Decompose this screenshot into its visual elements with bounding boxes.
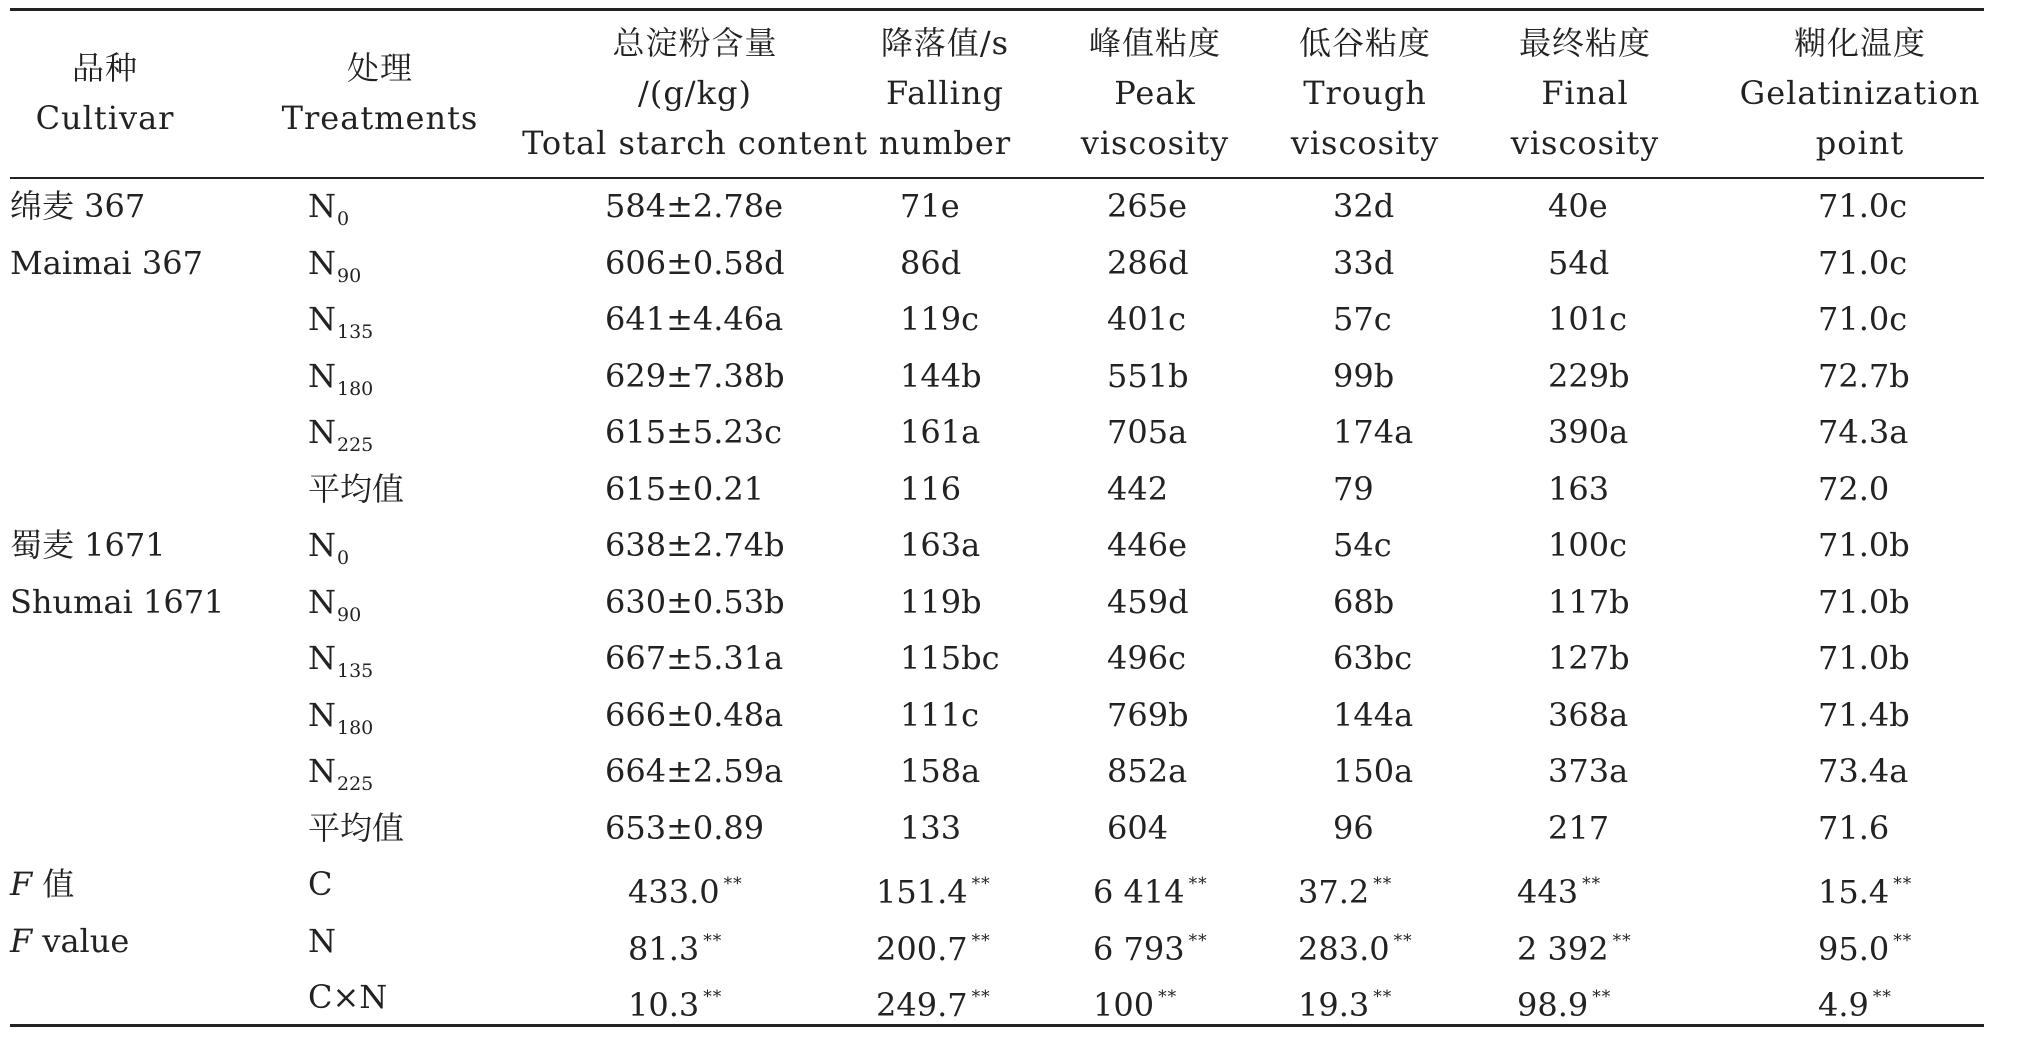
f-label-text: value xyxy=(32,921,130,960)
treatment-label: N xyxy=(308,243,336,282)
f-value-cell xyxy=(1517,856,1601,912)
f-value: 100 xyxy=(1093,986,1155,1024)
f-value: 4.9 xyxy=(1818,986,1869,1024)
value-cell: 666±0.48a xyxy=(605,695,784,734)
value-cell: 73.4a xyxy=(1818,752,1909,790)
header-falling-number: 降落值/s Falling number xyxy=(878,24,1012,162)
table-row xyxy=(0,687,2024,743)
treatment-subscript: 225 xyxy=(337,773,374,795)
f-label-italic: F xyxy=(10,865,33,903)
value-cell: 133 xyxy=(900,808,962,847)
treatment-label: N xyxy=(308,639,336,677)
factor-label: N xyxy=(308,921,336,960)
value-cell: 641±4.46a xyxy=(605,300,784,338)
f-value: 19.3 xyxy=(1298,986,1370,1024)
value-cell: 769b xyxy=(1107,695,1189,734)
value-cell: 33d xyxy=(1333,243,1395,282)
value-cell: 638±2.74b xyxy=(605,526,785,564)
table-row xyxy=(0,178,2024,234)
treatment-subscript: 0 xyxy=(337,208,350,230)
f-label-italic: F xyxy=(10,921,33,960)
f-value: 151.4 xyxy=(876,873,968,911)
f-value: 37.2 xyxy=(1298,873,1370,911)
significance-mark: ** xyxy=(1373,987,1393,1007)
f-value-cell xyxy=(628,969,722,1025)
f-value: 6 793 xyxy=(1093,929,1185,968)
value-cell: 40e xyxy=(1548,187,1608,225)
table-row xyxy=(0,630,2024,686)
value-cell: 174a xyxy=(1333,413,1414,451)
table-row xyxy=(0,800,2024,856)
value-cell: 852a xyxy=(1107,752,1188,790)
f-value: 2 392 xyxy=(1517,929,1609,968)
significance-mark: ** xyxy=(971,930,991,951)
f-value-cell xyxy=(1818,913,1912,969)
table-row xyxy=(0,235,2024,291)
treatment-label: N xyxy=(308,752,336,790)
value-cell: 390a xyxy=(1548,413,1629,451)
value-cell: 86d xyxy=(900,243,962,282)
header-final-viscosity: 最终粘度 Final viscosity xyxy=(1510,24,1660,162)
factor-label: C xyxy=(308,865,333,903)
treatment-cell xyxy=(308,687,373,743)
treatment-cell xyxy=(308,574,361,630)
significance-mark: ** xyxy=(703,987,723,1007)
f-value: 10.3 xyxy=(628,986,700,1024)
value-cell: 54c xyxy=(1333,526,1392,564)
value-cell: 705a xyxy=(1107,413,1188,451)
treatment-cell xyxy=(308,743,373,799)
header-treatments: 处理 Treatments xyxy=(281,49,479,137)
treatment-label: N xyxy=(308,300,336,338)
treatment-subscript: 135 xyxy=(337,660,374,682)
value-cell: 158a xyxy=(900,752,981,790)
table-row xyxy=(0,517,2024,573)
value-cell: 71.0c xyxy=(1818,243,1908,282)
f-value-cell xyxy=(1517,913,1632,969)
value-cell: 54d xyxy=(1548,243,1610,282)
value-cell: 229b xyxy=(1548,356,1630,395)
value-cell: 604 xyxy=(1107,808,1169,847)
header-gelatinization-point: 糊化温度 Gelatinization point xyxy=(1739,24,1981,162)
value-cell: 115bc xyxy=(900,639,1000,677)
treatment-cell xyxy=(308,461,404,517)
value-cell: 442 xyxy=(1107,469,1169,508)
significance-mark: ** xyxy=(1158,987,1178,1007)
significance-mark: ** xyxy=(1188,874,1208,894)
value-cell: 71e xyxy=(900,187,960,225)
value-cell: 606±0.58d xyxy=(605,243,785,282)
value-cell: 459d xyxy=(1107,582,1189,621)
value-cell: 127b xyxy=(1548,639,1630,677)
value-cell: 72.0 xyxy=(1818,469,1890,508)
significance-mark: ** xyxy=(723,874,743,894)
value-cell: 74.3a xyxy=(1818,413,1909,451)
f-value-cell xyxy=(1298,856,1392,912)
f-value-cell xyxy=(1093,913,1208,969)
value-cell: 446e xyxy=(1107,526,1188,564)
header-cultivar: 品种 Cultivar xyxy=(35,49,175,137)
treatment-subscript: 180 xyxy=(337,377,374,400)
treatment-cell xyxy=(308,178,349,234)
header-total-starch: 总淀粉含量 /(g/kg) Total starch content xyxy=(522,24,868,162)
significance-mark: ** xyxy=(971,987,991,1007)
cultivar-label: Shumai 1671 xyxy=(10,582,225,621)
table-top-rule xyxy=(10,8,1984,11)
value-cell: 71.0b xyxy=(1818,639,1910,677)
f-value-cell xyxy=(876,856,991,912)
f-value-cell xyxy=(628,913,722,969)
f-value-cell xyxy=(876,969,991,1025)
value-cell: 32d xyxy=(1333,187,1395,225)
value-cell: 584±2.78e xyxy=(605,187,784,225)
value-cell: 368a xyxy=(1548,695,1629,734)
value-cell: 57c xyxy=(1333,300,1392,338)
f-value-cell xyxy=(1093,856,1208,912)
significance-mark: ** xyxy=(1188,930,1208,951)
value-cell: 144a xyxy=(1333,695,1414,734)
value-cell: 163a xyxy=(900,526,981,564)
f-value: 6 414 xyxy=(1093,873,1185,911)
value-cell: 71.4b xyxy=(1818,695,1910,734)
f-value-cell xyxy=(1298,913,1413,969)
treatment-cell xyxy=(308,404,373,460)
value-cell: 664±2.59a xyxy=(605,752,784,790)
value-cell: 71.0c xyxy=(1818,187,1908,225)
table-row xyxy=(0,574,2024,630)
f-value-cell xyxy=(1818,856,1912,912)
value-cell: 68b xyxy=(1333,582,1395,621)
value-cell: 161a xyxy=(900,413,981,451)
value-cell: 99b xyxy=(1333,356,1395,395)
f-label-text: 值 xyxy=(32,865,75,903)
value-cell: 150a xyxy=(1333,752,1414,790)
value-cell: 100c xyxy=(1548,526,1627,564)
value-cell: 72.7b xyxy=(1818,356,1910,395)
value-cell: 144b xyxy=(900,356,982,395)
table-row-f xyxy=(0,856,2024,912)
value-cell: 71.0c xyxy=(1818,300,1908,338)
f-label xyxy=(10,913,129,969)
value-cell: 111c xyxy=(900,695,979,734)
value-cell: 63bc xyxy=(1333,639,1413,677)
significance-mark: ** xyxy=(971,874,991,894)
treatment-label: N xyxy=(308,526,336,564)
f-value: 433.0 xyxy=(628,873,720,911)
f-value-cell xyxy=(1517,969,1611,1025)
treatment-subscript: 180 xyxy=(337,716,374,739)
value-cell: 71.0b xyxy=(1818,582,1910,621)
significance-mark: ** xyxy=(1582,874,1602,894)
value-cell: 101c xyxy=(1548,300,1627,338)
value-cell: 119b xyxy=(900,582,982,621)
value-cell: 163 xyxy=(1548,469,1610,508)
value-cell: 71.6 xyxy=(1818,808,1890,847)
treatment-label: 平均值 xyxy=(308,469,405,508)
f-value-cell xyxy=(1298,969,1392,1025)
significance-mark: ** xyxy=(1893,930,1913,951)
treatment-cell xyxy=(308,517,349,573)
table-row xyxy=(0,743,2024,799)
value-cell: 265e xyxy=(1107,187,1188,225)
table-row xyxy=(0,348,2024,404)
f-value: 283.0 xyxy=(1298,929,1390,968)
table-row xyxy=(0,404,2024,460)
treatment-cell xyxy=(308,800,404,856)
treatment-subscript: 0 xyxy=(337,547,350,569)
value-cell: 217 xyxy=(1548,808,1610,847)
treatment-cell xyxy=(308,291,373,347)
value-cell: 629±7.38b xyxy=(605,356,785,395)
value-cell: 286d xyxy=(1107,243,1189,282)
treatment-subscript: 90 xyxy=(337,264,362,287)
significance-mark: ** xyxy=(1872,987,1892,1007)
value-cell: 79 xyxy=(1333,469,1374,508)
f-value-cell xyxy=(628,856,743,912)
value-cell: 117b xyxy=(1548,582,1630,621)
cultivar-label: Maimai 367 xyxy=(10,243,203,282)
f-value-cell xyxy=(1818,969,1892,1025)
treatment-label: N xyxy=(308,356,336,395)
significance-mark: ** xyxy=(1612,930,1632,951)
significance-mark: ** xyxy=(1893,874,1913,894)
f-value: 249.7 xyxy=(876,986,968,1024)
value-cell: 667±5.31a xyxy=(605,639,784,677)
treatment-label: N xyxy=(308,582,336,621)
value-cell: 615±5.23c xyxy=(605,413,783,451)
value-cell: 119c xyxy=(900,300,979,338)
header-peak-viscosity: 峰值粘度 Peak viscosity xyxy=(1080,24,1230,162)
f-value-cell xyxy=(1093,969,1177,1025)
treatment-cell xyxy=(308,348,373,404)
cultivar-label: 绵麦 367 xyxy=(10,187,146,225)
value-cell: 96 xyxy=(1333,808,1374,847)
table-row xyxy=(0,461,2024,517)
treatment-cell xyxy=(308,235,361,291)
treatment-label: N xyxy=(308,413,336,451)
table-row-f xyxy=(0,969,2024,1025)
value-cell: 551b xyxy=(1107,356,1189,395)
value-cell: 71.0b xyxy=(1818,526,1910,564)
f-value: 81.3 xyxy=(628,929,700,968)
f-value: 98.9 xyxy=(1517,986,1589,1024)
f-value: 200.7 xyxy=(876,929,968,968)
f-value: 15.4 xyxy=(1818,873,1890,911)
header-trough-viscosity: 低谷粘度 Trough viscosity xyxy=(1290,24,1440,162)
value-cell: 653±0.89 xyxy=(605,808,765,847)
treatment-subscript: 90 xyxy=(337,603,362,626)
factor-label: C×N xyxy=(308,978,388,1016)
table-row xyxy=(0,291,2024,347)
treatment-label: 平均值 xyxy=(308,808,405,847)
f-value: 95.0 xyxy=(1818,929,1890,968)
treatment-subscript: 135 xyxy=(337,321,374,343)
f-value-cell xyxy=(876,913,991,969)
value-cell: 615±0.21 xyxy=(605,469,765,508)
treatment-cell xyxy=(308,630,373,686)
treatment-subscript: 225 xyxy=(337,434,374,456)
table-row-f xyxy=(0,913,2024,969)
cultivar-label: 蜀麦 1671 xyxy=(10,526,166,564)
significance-mark: ** xyxy=(1393,930,1413,951)
value-cell: 496c xyxy=(1107,639,1186,677)
value-cell: 116 xyxy=(900,469,962,508)
value-cell: 630±0.53b xyxy=(605,582,785,621)
f-value: 443 xyxy=(1517,873,1579,911)
significance-mark: ** xyxy=(1592,987,1612,1007)
value-cell: 373a xyxy=(1548,752,1629,790)
f-label xyxy=(10,856,74,912)
significance-mark: ** xyxy=(1373,874,1393,894)
treatment-label: N xyxy=(308,695,336,734)
treatment-label: N xyxy=(308,187,336,225)
value-cell: 401c xyxy=(1107,300,1186,338)
significance-mark: ** xyxy=(703,930,723,951)
